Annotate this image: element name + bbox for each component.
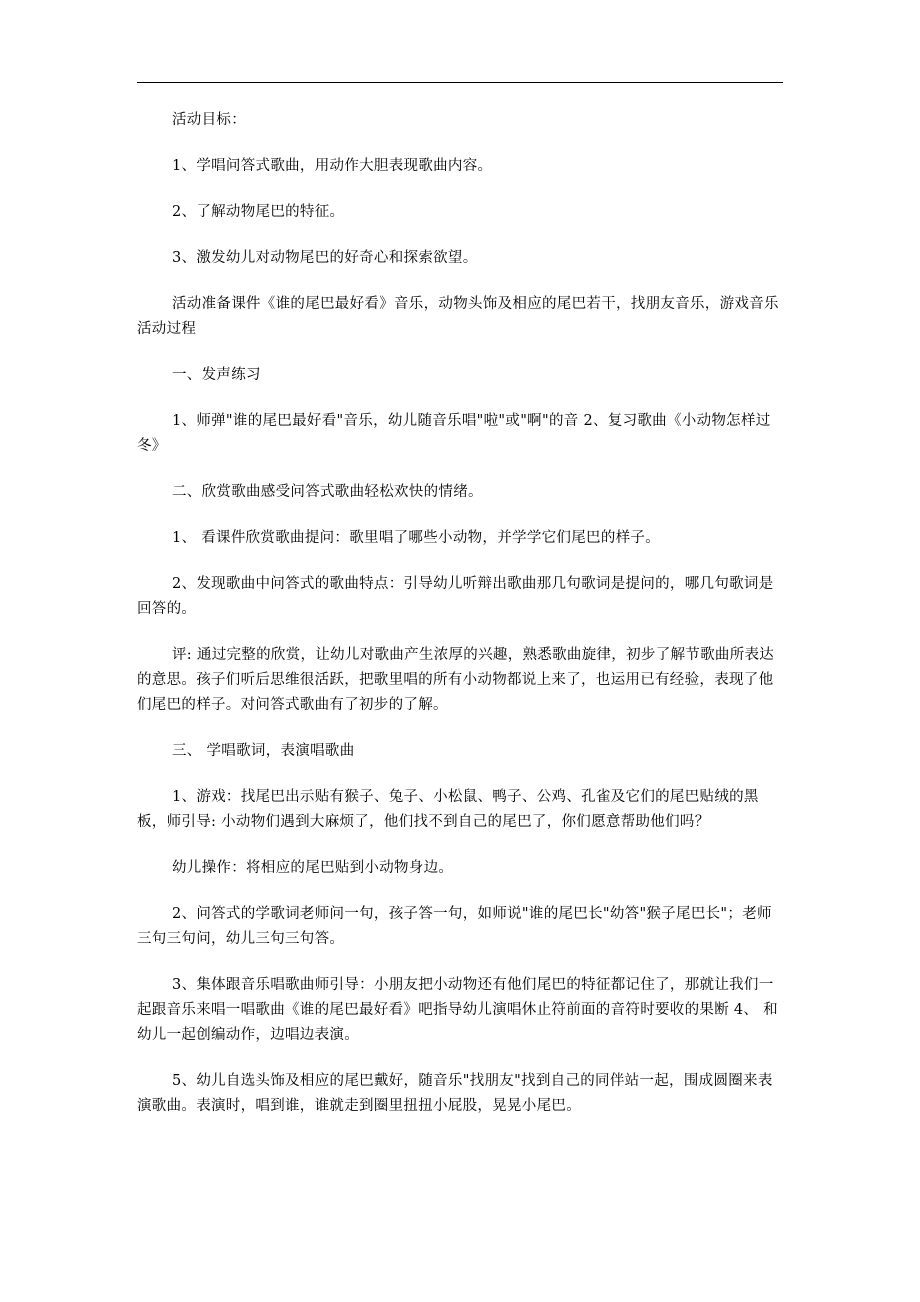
header-rule	[137, 82, 783, 83]
document-body	[137, 108, 783, 1140]
section-heading-appreciation: 二、欣赏歌曲感受问答式歌曲轻松欢快的情绪。	[172, 484, 483, 500]
step-paragraph: 1、师弹"谁的尾巴最好看"音乐，幼儿随音乐唱"啦"或"啊"的音 2、复习歌曲《小动物怎样过冬》	[137, 413, 771, 454]
goal-item: 3、激发幼儿对动物尾巴的好奇心和探索欲望。	[172, 250, 478, 266]
step-paragraph: 3、集体跟音乐唱歌曲师引导：小朋友把小动物还有他们尾巴的特征都记住了，那就让我们一起跟音乐来唱一唱歌曲《谁的尾巴最好看》吧指导幼儿演唱休止符前面的音符时要收的果断 4、 和幼儿一起创编动作，边唱边表演。	[137, 977, 778, 1043]
comment-paragraph: 评: 通过完整的欣赏，让幼儿对歌曲产生浓厚的兴趣，熟悉歌曲旋律，初步了解节歌曲所表达的意思。孩子们听后思维很活跃，把歌里唱的所有小动物都说上来了，也运用已有经验，表现了他们尾巴的样子。对问答式歌曲有了初步的了解。	[137, 647, 775, 713]
step-paragraph: 2、问答式的学歌词老师问一句，孩子答一句，如师说"谁的尾巴长"幼答"猴子尾巴长"；老师三句三句问，幼儿三句三句答。	[137, 906, 772, 947]
preparation-paragraph: 活动准备课件《谁的尾巴最好看》音乐，动物头饰及相应的尾巴若干，找朋友音乐，游戏音乐活动过程	[137, 296, 779, 337]
step-paragraph: 幼儿操作：将相应的尾巴贴到小动物身边。	[172, 860, 454, 876]
step-paragraph: 1、 看课件欣赏歌曲提问：歌里唱了哪些小动物，并学学它们尾巴的样子。	[172, 530, 661, 546]
section-heading-learn-lyrics: 三、 学唱歌词，表演唱歌曲	[172, 743, 355, 759]
section-heading-vocal-practice: 一、发声练习	[172, 367, 261, 383]
goal-item: 1、学唱问答式歌曲，用动作大胆表现歌曲内容。	[172, 158, 493, 174]
step-paragraph: 1、游戏：找尾巴出示贴有猴子、兔子、小松鼠、鸭子、公鸡、孔雀及它们的尾巴贴绒的黑板，师引导: 小动物们遇到大麻烦了，他们找不到自己的尾巴了，你们愿意帮助他们吗？	[137, 789, 759, 830]
step-paragraph: 2、发现歌曲中问答式的歌曲特点：引导幼儿听辩出歌曲那几句歌词是提问的，哪几句歌词是回答的。	[137, 576, 774, 617]
section-heading-goals: 活动目标：	[172, 112, 246, 128]
step-paragraph: 5、幼儿自选头饰及相应的尾巴戴好，随音乐"找朋友"找到自己的同伴站一起，围成圆圈来表演歌曲。表演时，唱到谁，谁就走到圈里扭扭小屁股，晃晃小尾巴。	[137, 1073, 773, 1114]
goal-item: 2、了解动物尾巴的特征。	[172, 204, 345, 220]
